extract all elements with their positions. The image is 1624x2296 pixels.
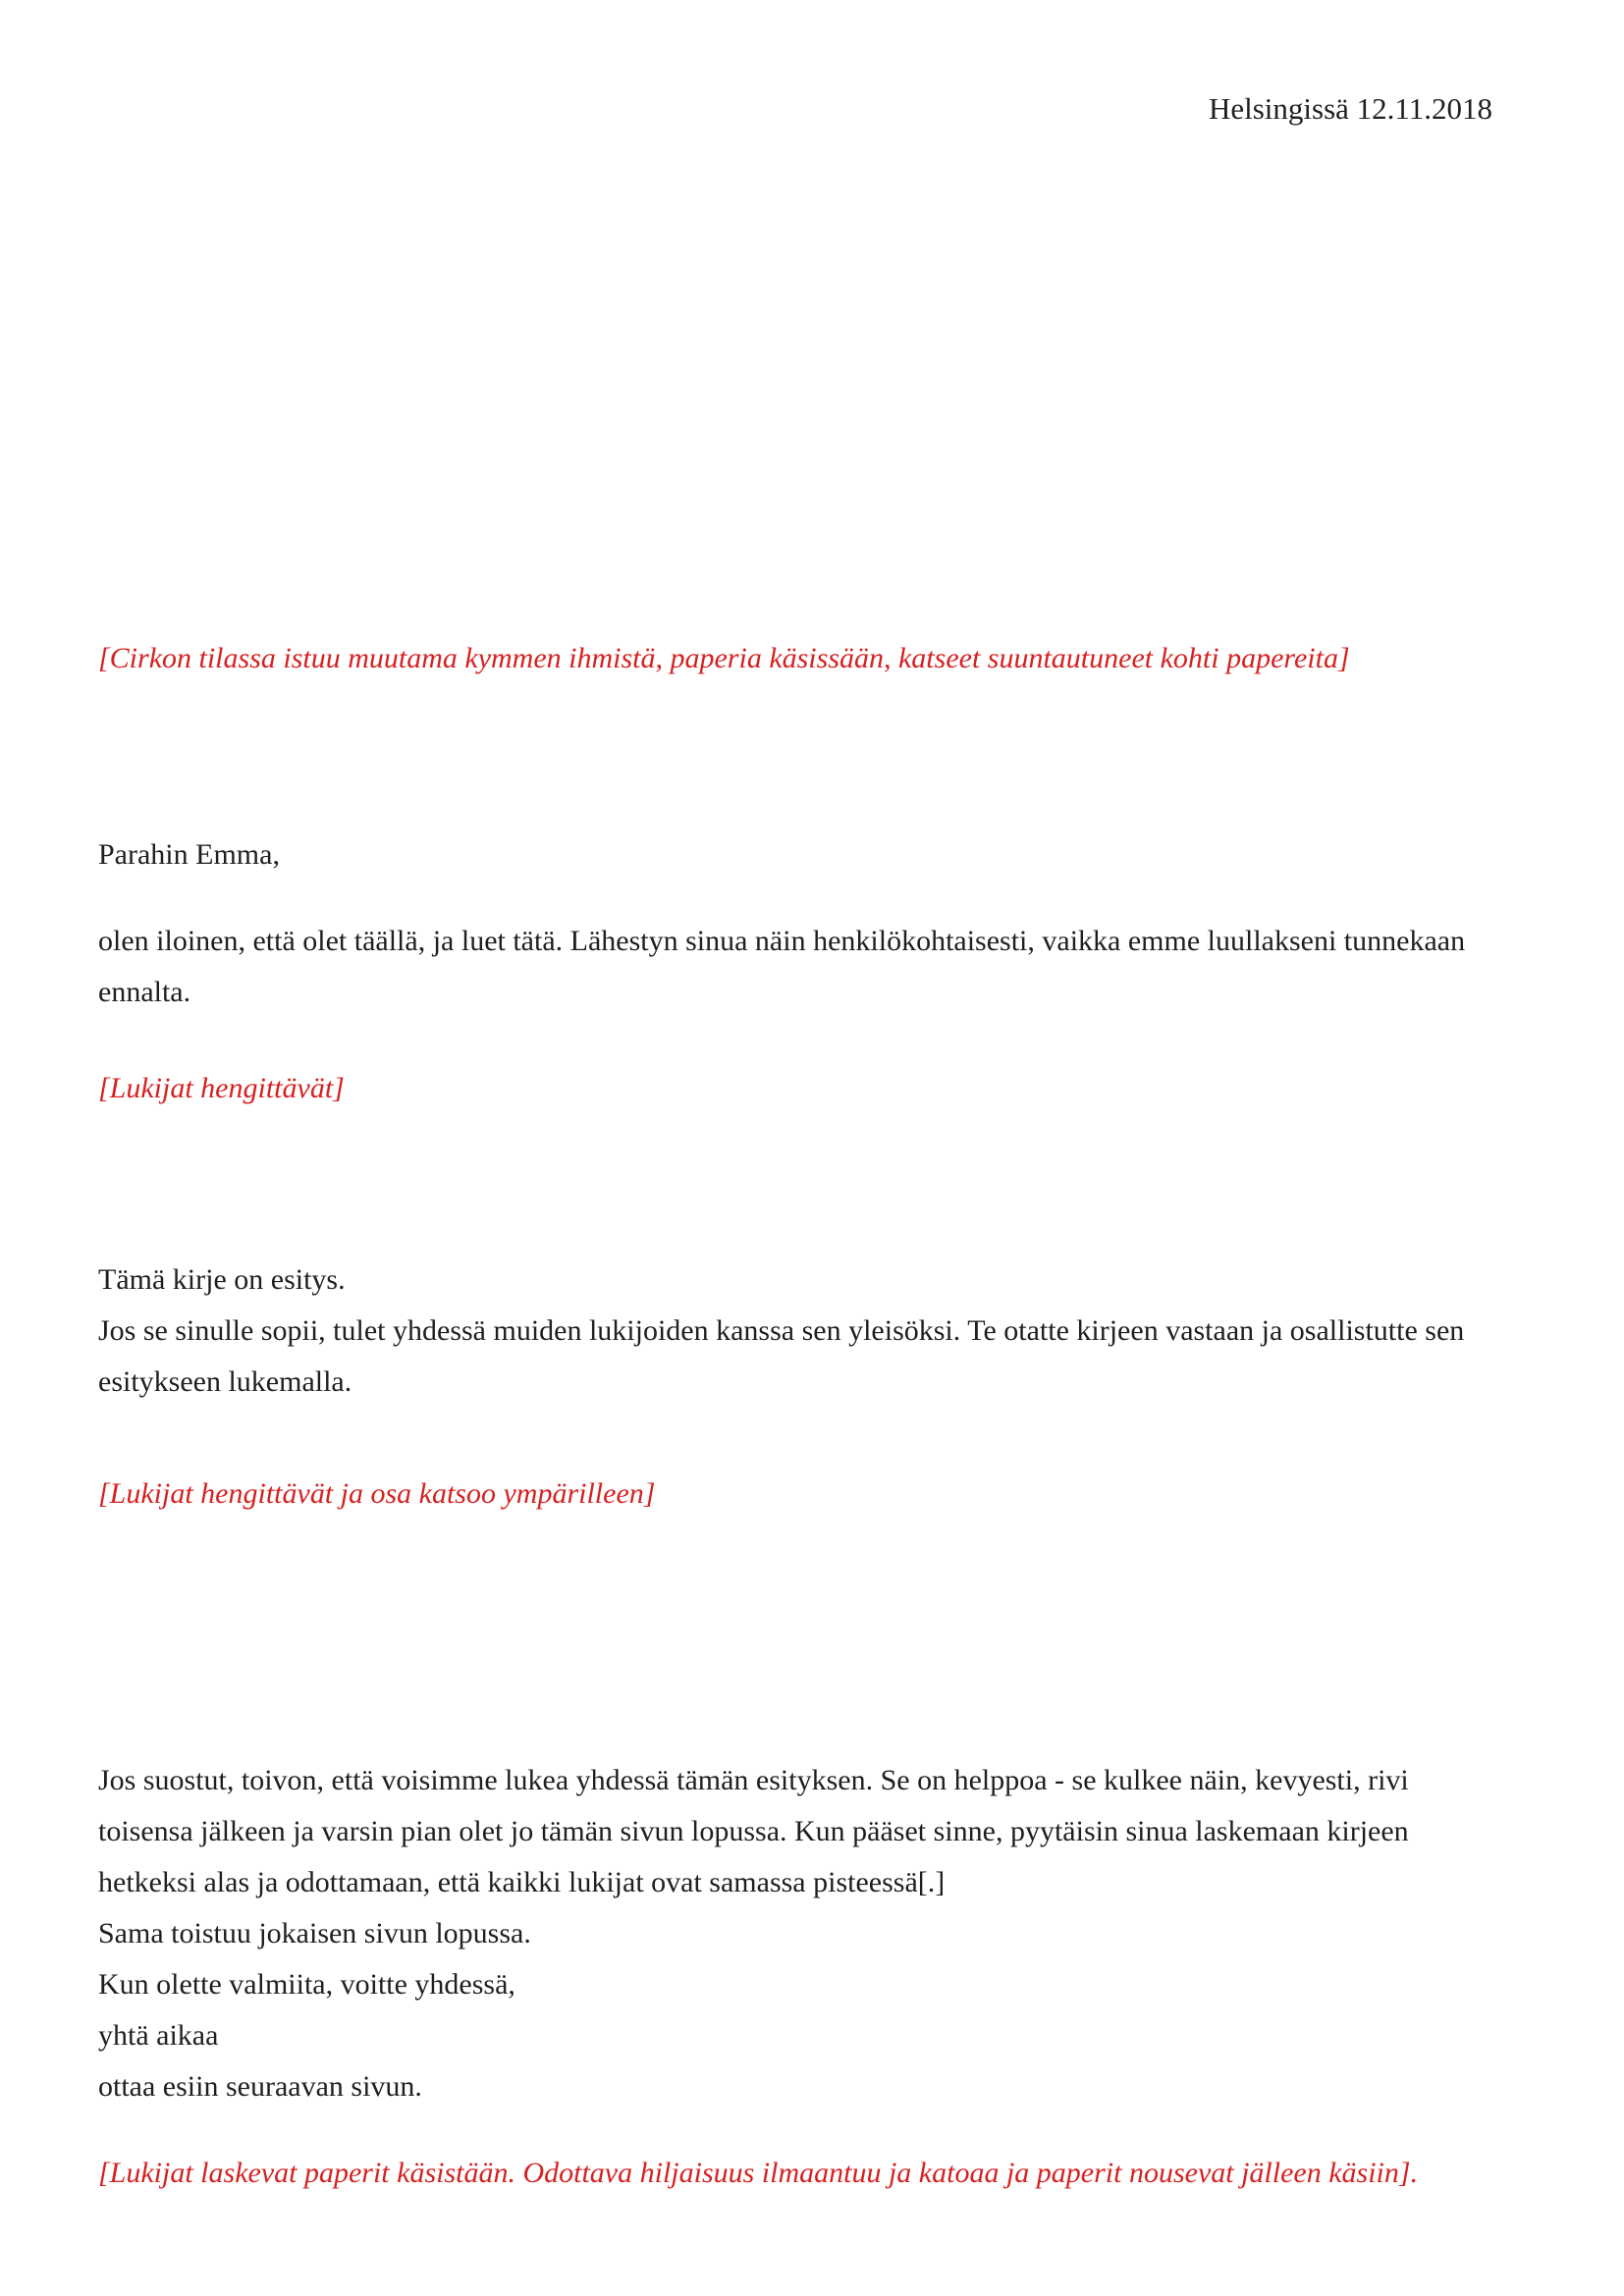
stage-direction-papers-down-and-up: [Lukijat laskevat paperit käsistään. Odottava hiljaisuus ilmaantuu ja katoaa ja paperit nousevat jälleen käsiin]. <box>98 2157 1419 2189</box>
salutation: Parahin Emma, <box>98 838 280 871</box>
paragraph-instructions-main: Jos suostut, toivon, että voisimme lukea yhdessä tämän esityksen. Se on helppoa - se kulkee näin, kevyesti, rivi toisensa jälkeen ja varsin pian olet jo tämän sivun lopussa. Kun pääset sinne, pyytäisin sinua laskemaan kirjeen hetkeksi alas ja odottamaan, että kaikki lukijat ovat samassa pisteessä[.] <box>98 1764 1409 1898</box>
paragraph-letter-is-performance-line: Tämä kirje on esitys. <box>98 1263 346 1296</box>
paragraph-letter-is-performance <box>98 1255 1492 1408</box>
closing-line-2: Kun olette valmiita, voitte yhdessä, <box>98 1968 515 2001</box>
closing-line-3: yhtä aikaa <box>98 2019 219 2052</box>
paragraph-greeting: olen iloinen, että olet täällä, ja luet tätä. Lähestyn sinua näin henkilökohtaisesti, vaikka emme luullakseni tunnekaan ennalta. <box>98 925 1466 1008</box>
stage-direction-opening: [Cirkon tilassa istuu muutama kymmen ihmistä, paperia käsissään, katseet suuntautuneet kohti papereita] <box>98 642 1350 674</box>
closing-line-4: ottaa esiin seuraavan sivun. <box>98 2070 422 2103</box>
stage-direction-breathing: [Lukijat hengittävät] <box>98 1072 345 1104</box>
closing-line-1: Sama toistuu jokaisen sivun lopussa. <box>98 1917 531 1949</box>
dateline: Helsingissä 12.11.2018 <box>1208 91 1492 126</box>
paragraph-instructions <box>98 1755 1492 2112</box>
paragraph-letter-is-performance-rest: Jos se sinulle sopii, tulet yhdessä muiden lukijoiden kanssa sen yleisöksi. Te otatte kirjeen vastaan ja osallistutte sen esitykseen lukemalla. <box>98 1314 1465 1398</box>
stage-direction-looking-around: [Lukijat hengittävät ja osa katsoo ympärilleen] <box>98 1477 656 1510</box>
